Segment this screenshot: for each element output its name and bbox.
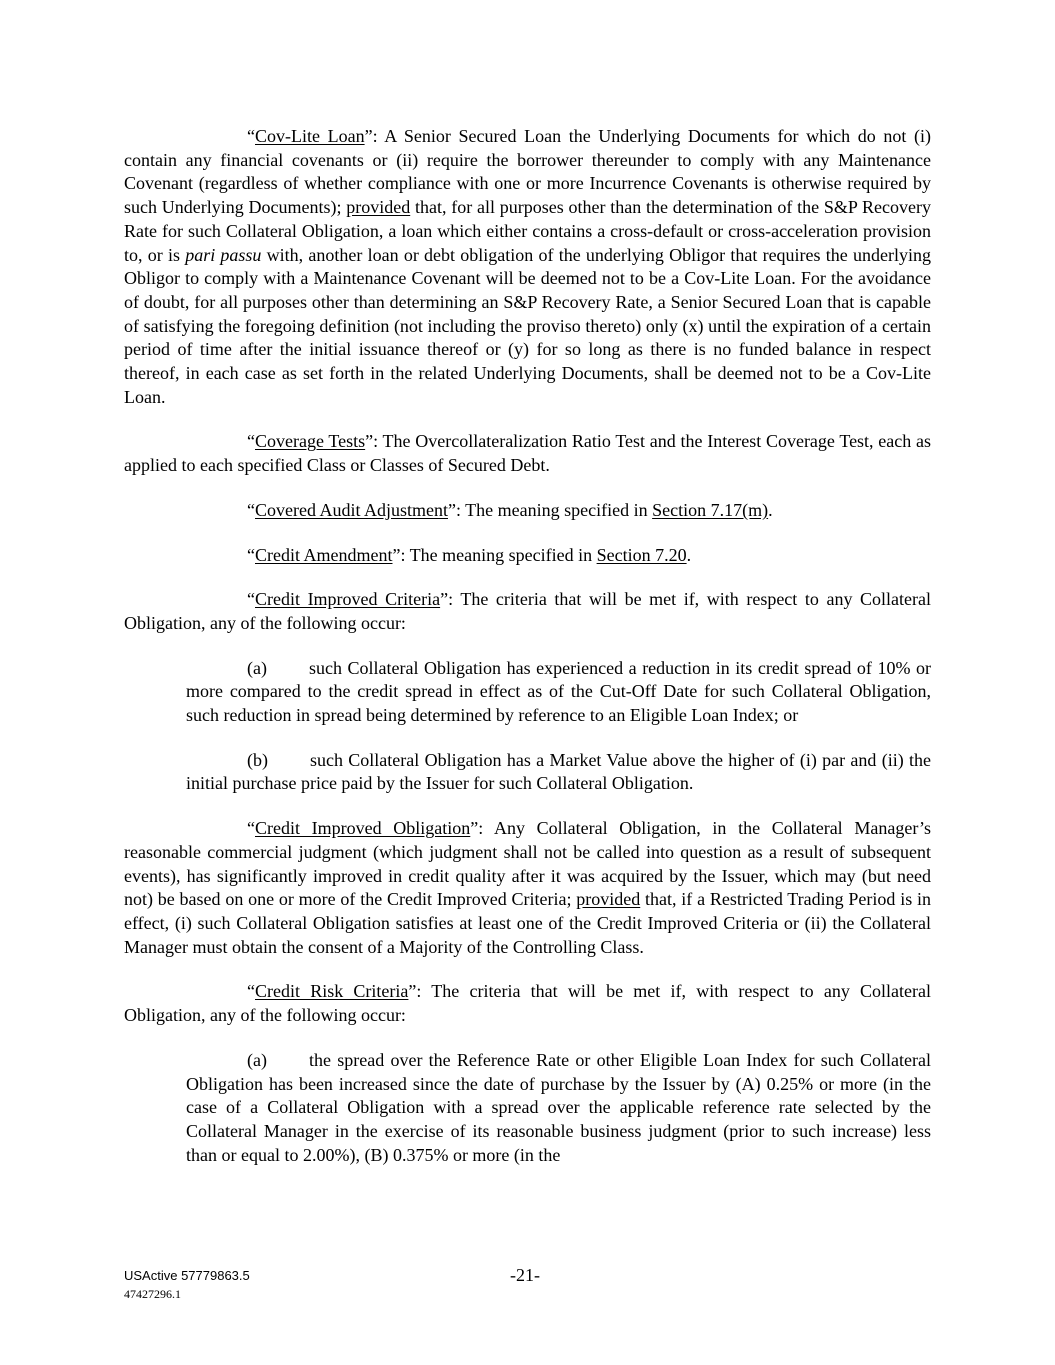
underlined-term: Credit Risk Criteria [255, 981, 409, 1002]
text-segment: ”: The Overcollateralization Ratio Test and the Interest Coverage Test, each as applied to each specified Class or Classes of Secured Debt. [124, 431, 931, 476]
text-segment: the spread over the Reference Rate or other Eligible Loan Index for such Collateral Obligation has been increased since the date of purchase by the Issuer by (A) 0.25% or more (in the case of a Collateral Obligation with a spread over the applicable reference rate selected by the Collateral Manager in the exercise of its reasonable business judgment (prior to such increase) less than or equal to 2.00%), (B) 0.375% or more (in the [186, 1049, 931, 1165]
text-segment: . [768, 499, 773, 520]
text-segment: “ [247, 589, 255, 610]
text-segment: that, if a Restricted Trading Period is in effect, (i) such Collateral Obligation satisfies at least one of the Credit Improved Criteria or (ii) the Collateral Manager must obtain the consent of a Majority of the Controlling Class. [124, 889, 931, 957]
text-segment: such Collateral Obligation has a Market Value above the higher of (i) par and (ii) the initial purchase price paid by the Issuer for such Collateral Obligation. [186, 749, 931, 794]
text-segment: ”: A Senior Secured Loan the Underlying Documents for which do not (i) contain any financial covenants or (ii) require the borrower thereunder to comply with any Maintenance Covenant (regardless of whether compliance with one or more Incurrence Covenants is otherwise required by such Underlying Documents); [124, 126, 931, 218]
underlined-term: provided [576, 889, 641, 910]
sub-clause [186, 1049, 931, 1168]
text-segment: “ [247, 544, 255, 565]
definition-paragraph [124, 430, 931, 477]
text-segment: ”: The criteria that will be met if, with respect to any Collateral Obligation, any of the following occur: [124, 589, 931, 633]
text-segment: “ [247, 431, 255, 452]
text-segment: “ [247, 499, 255, 520]
definition-paragraph [124, 980, 931, 1027]
footer-document-id: USActive 57779863.5 [124, 1268, 250, 1283]
clause-label: (a) [247, 657, 267, 678]
text-segment: ”: The meaning specified in [448, 499, 653, 520]
text-segment: ”: The meaning specified in [392, 544, 597, 565]
underlined-term: Section 7.20 [596, 544, 687, 565]
underlined-term: Credit Improved Obligation [255, 818, 471, 839]
text-segment: with, another loan or debt obligation of the underlying Obligor that requires the underlying Obligor to comply with a Maintenance Covenant will be deemed not to be a Cov-Lite Loan. For the avoidance of doubt, for all purposes other than determining an S&P Recovery Rate, a Senior Secured Loan that is capable of satisfying the foregoing definition (not including the proviso thereto) only (x) until the expiration of a certain period of time after the initial issuance thereof or (y) for so long as there is no funded balance in respect thereof, in each case as set forth in the related Underlying Documents, shall be deemed not to be a Cov-Lite Loan. [124, 244, 931, 407]
underlined-term: Cov-Lite Loan [255, 126, 365, 146]
definition-paragraph [124, 588, 931, 635]
text-segment: “ [247, 126, 255, 146]
sub-clause [186, 657, 931, 728]
text-segment: “ [247, 818, 255, 839]
text-segment: that, for all purposes other than the determination of the S&P Recovery Rate for such Collateral Obligation, a loan which either contains a cross-default or cross-acceleration provision to, or is [124, 197, 931, 265]
definition-paragraph [124, 544, 931, 568]
document-body [124, 125, 931, 1188]
underlined-term: Credit Improved Criteria [255, 589, 441, 610]
page-number: -21- [510, 1265, 540, 1285]
clause-label: (a) [247, 1049, 267, 1070]
underlined-term: Coverage Tests [255, 431, 366, 452]
footer-document-id-secondary: 47427296.1 [124, 1287, 181, 1301]
clause-label: (b) [247, 749, 268, 770]
underlined-term: Credit Amendment [255, 544, 393, 565]
definition-paragraph [124, 125, 931, 409]
underlined-term: Covered Audit Adjustment [255, 499, 448, 520]
underlined-term: Section 7.17(m) [652, 499, 769, 520]
italic-text: pari passu [185, 244, 262, 265]
text-segment: such Collateral Obligation has experienced a reduction in its credit spread of 10% or more compared to the credit spread in effect as of the Cut-Off Date for such Collateral Obligation, such reduction in spread being determined by reference to an Eligible Loan Index; or [186, 657, 931, 726]
definition-paragraph [124, 499, 931, 523]
text-segment: . [686, 544, 692, 565]
definition-paragraph [124, 817, 931, 959]
text-segment: ”: Any Collateral Obligation, in the Collateral Manager’s reasonable commercial judgment (which judgment shall not be called into question as a result of subsequent events), has significantly improved in credit quality after it was acquired by the Issuer, which may (but need not) be based on one or more of the Credit Improved Criteria; [124, 818, 931, 910]
text-segment: ”: The criteria that will be met if, with respect to any Collateral Obligation, any of the following occur: [124, 981, 932, 1026]
sub-clause [186, 749, 931, 796]
text-segment: “ [247, 981, 255, 1002]
underlined-term: provided [346, 197, 411, 218]
